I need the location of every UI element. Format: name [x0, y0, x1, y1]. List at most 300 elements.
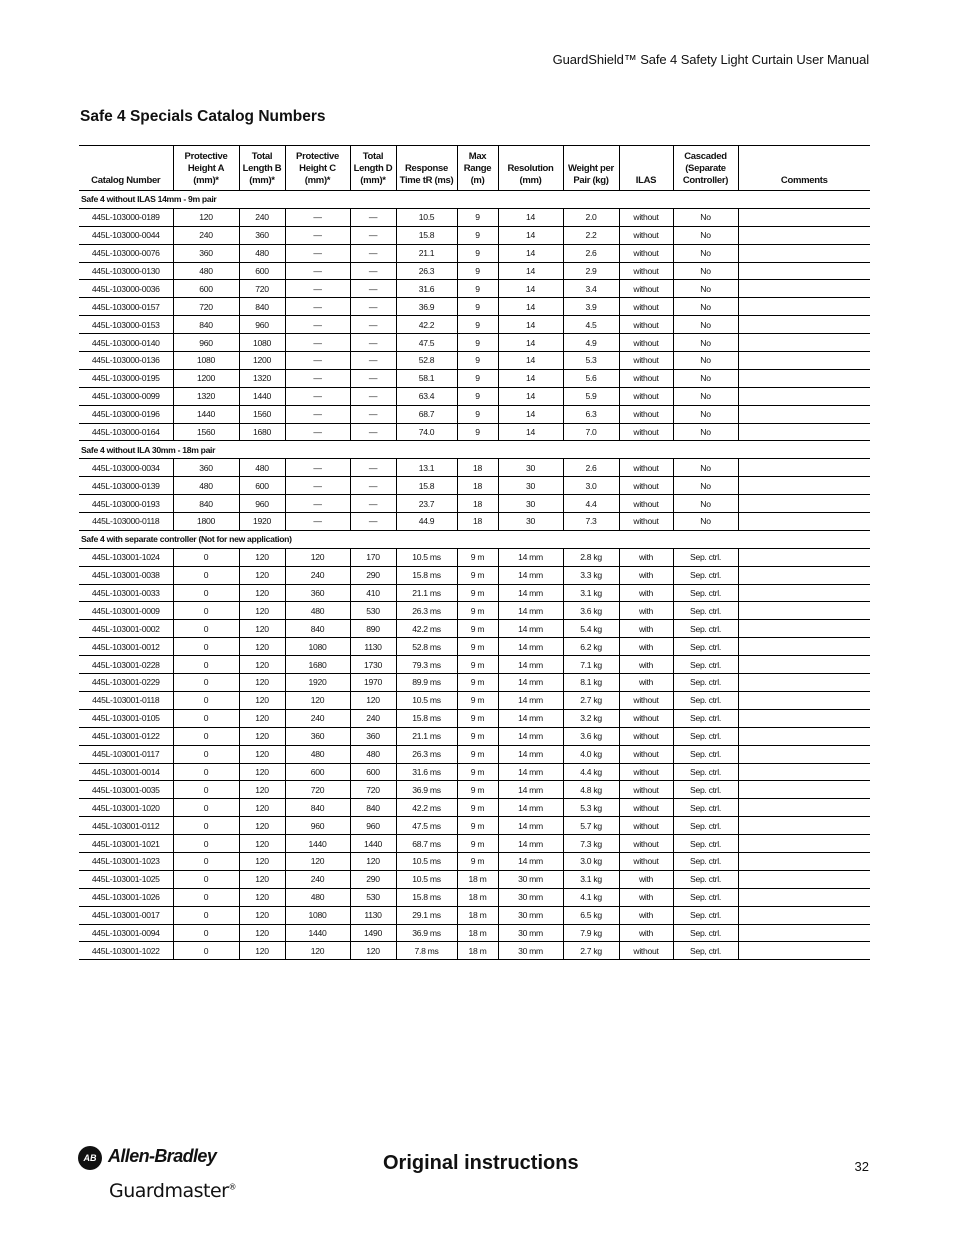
- table-cell: 290: [350, 566, 396, 584]
- table-cell: without: [619, 369, 673, 387]
- table-cell: without: [619, 799, 673, 817]
- catalog-table: [79, 145, 870, 960]
- table-cell: 44.9: [396, 513, 457, 531]
- table-cell: 120: [239, 763, 285, 781]
- table-cell: 0: [173, 691, 239, 709]
- table-cell: 0: [173, 888, 239, 906]
- table-cell: 120: [350, 691, 396, 709]
- table-cell: [738, 566, 870, 584]
- table-row: [79, 691, 870, 709]
- table-cell: 360: [173, 244, 239, 262]
- table-cell: 9: [457, 387, 498, 405]
- table-cell: 9 m: [457, 656, 498, 674]
- table-cell: 445L-103001-0118: [79, 691, 173, 709]
- table-cell: 445L-103000-0044: [79, 226, 173, 244]
- table-cell: 445L-103001-0228: [79, 656, 173, 674]
- table-cell: [738, 477, 870, 495]
- table-cell: [738, 334, 870, 352]
- table-cell: No: [673, 352, 738, 370]
- table-row: [79, 226, 870, 244]
- table-cell: 7.0: [563, 423, 619, 441]
- table-cell: 9: [457, 423, 498, 441]
- table-cell: 14 mm: [498, 835, 563, 853]
- table-cell: No: [673, 334, 738, 352]
- table-cell: 600: [350, 763, 396, 781]
- table-cell: 445L-103001-0117: [79, 745, 173, 763]
- table-cell: 445L-103001-0094: [79, 924, 173, 942]
- table-cell: 840: [350, 799, 396, 817]
- table-cell: 3.1 kg: [563, 584, 619, 602]
- table-cell: 1730: [350, 656, 396, 674]
- table-cell: 4.4 kg: [563, 763, 619, 781]
- col-cascaded: Cascaded (Separate Controller): [673, 146, 738, 191]
- table-cell: 2.9: [563, 262, 619, 280]
- table-cell: 120: [239, 727, 285, 745]
- table-cell: 445L-103001-0033: [79, 584, 173, 602]
- table-cell: No: [673, 405, 738, 423]
- table-row: [79, 244, 870, 262]
- table-cell: 960: [239, 316, 285, 334]
- table-row: [79, 423, 870, 441]
- table-cell: 2.6: [563, 244, 619, 262]
- table-cell: 9 m: [457, 763, 498, 781]
- table-cell: 0: [173, 835, 239, 853]
- table-cell: 120: [239, 674, 285, 692]
- table-cell: —: [350, 495, 396, 513]
- table-cell: 7.8 ms: [396, 942, 457, 960]
- table-cell: 480: [239, 459, 285, 477]
- table-cell: 15.8 ms: [396, 888, 457, 906]
- table-cell: 5.9: [563, 387, 619, 405]
- table-cell: No: [673, 477, 738, 495]
- table-cell: 445L-103001-0122: [79, 727, 173, 745]
- table-cell: 14: [498, 316, 563, 334]
- table-cell: 445L-103000-0034: [79, 459, 173, 477]
- table-cell: 14 mm: [498, 817, 563, 835]
- table-cell: [738, 924, 870, 942]
- table-cell: Sep. ctrl.: [673, 852, 738, 870]
- table-cell: 21.1 ms: [396, 727, 457, 745]
- table-cell: 445L-103000-0140: [79, 334, 173, 352]
- table-cell: 445L-103001-0002: [79, 620, 173, 638]
- table-cell: 14 mm: [498, 620, 563, 638]
- table-cell: 9 m: [457, 727, 498, 745]
- table-row: [79, 781, 870, 799]
- table-cell: 14: [498, 369, 563, 387]
- table-cell: —: [285, 334, 350, 352]
- table-cell: 120: [239, 906, 285, 924]
- table-cell: 0: [173, 924, 239, 942]
- table-cell: 21.1: [396, 244, 457, 262]
- table-cell: 1560: [239, 405, 285, 423]
- table-cell: 445L-103000-0099: [79, 387, 173, 405]
- table-cell: 9 m: [457, 852, 498, 870]
- table-cell: 120: [239, 638, 285, 656]
- col-protective-height-c: Protective Height C (mm)*: [285, 146, 350, 191]
- table-cell: 3.0: [563, 477, 619, 495]
- table-cell: 14: [498, 226, 563, 244]
- table-cell: —: [350, 280, 396, 298]
- table-cell: 445L-103001-0112: [79, 817, 173, 835]
- registered-mark: ®: [228, 1182, 236, 1192]
- table-cell: 0: [173, 745, 239, 763]
- table-cell: 445L-103001-0105: [79, 709, 173, 727]
- table-cell: 120: [239, 548, 285, 566]
- table-cell: No: [673, 262, 738, 280]
- table-cell: 1490: [350, 924, 396, 942]
- group-header-row: [79, 191, 870, 209]
- table-cell: 445L-103001-1026: [79, 888, 173, 906]
- table-cell: 445L-103000-0130: [79, 262, 173, 280]
- table-cell: 52.8: [396, 352, 457, 370]
- table-cell: 720: [239, 280, 285, 298]
- table-cell: 840: [285, 799, 350, 817]
- table-cell: 18 m: [457, 924, 498, 942]
- table-cell: 120: [239, 781, 285, 799]
- table-cell: 9 m: [457, 602, 498, 620]
- table-row: [79, 548, 870, 566]
- table-cell: 30: [498, 495, 563, 513]
- table-cell: No: [673, 513, 738, 531]
- table-cell: —: [350, 352, 396, 370]
- table-cell: 120: [285, 942, 350, 960]
- table-cell: 14 mm: [498, 745, 563, 763]
- table-row: [79, 208, 870, 226]
- table-cell: 0: [173, 817, 239, 835]
- table-cell: [738, 405, 870, 423]
- table-cell: 15.8: [396, 226, 457, 244]
- table-cell: 79.3 ms: [396, 656, 457, 674]
- table-cell: 480: [285, 888, 350, 906]
- table-cell: 14 mm: [498, 852, 563, 870]
- group-header-row: [79, 441, 870, 459]
- table-cell: 9: [457, 280, 498, 298]
- table-cell: 23.7: [396, 495, 457, 513]
- table-cell: [738, 888, 870, 906]
- table-cell: [738, 781, 870, 799]
- table-cell: No: [673, 226, 738, 244]
- table-cell: 2.7 kg: [563, 942, 619, 960]
- table-cell: 47.5 ms: [396, 817, 457, 835]
- table-cell: 445L-103000-0196: [79, 405, 173, 423]
- table-cell: 240: [350, 709, 396, 727]
- table-cell: 52.8 ms: [396, 638, 457, 656]
- table-cell: —: [350, 369, 396, 387]
- table-cell: 120: [285, 548, 350, 566]
- table-cell: without: [619, 691, 673, 709]
- col-max-range: Max Range (m): [457, 146, 498, 191]
- table-cell: 9: [457, 244, 498, 262]
- table-cell: [738, 763, 870, 781]
- table-cell: 290: [350, 870, 396, 888]
- table-cell: 445L-103001-0009: [79, 602, 173, 620]
- table-cell: [738, 387, 870, 405]
- table-cell: 0: [173, 870, 239, 888]
- table-cell: 9: [457, 334, 498, 352]
- table-cell: 7.9 kg: [563, 924, 619, 942]
- table-cell: 18 m: [457, 906, 498, 924]
- table-cell: 445L-103000-0136: [79, 352, 173, 370]
- table-cell: 445L-103000-0189: [79, 208, 173, 226]
- table-cell: without: [619, 316, 673, 334]
- table-cell: No: [673, 387, 738, 405]
- table-cell: 9 m: [457, 691, 498, 709]
- table-cell: with: [619, 888, 673, 906]
- table-cell: 2.2: [563, 226, 619, 244]
- table-cell: 14: [498, 262, 563, 280]
- table-cell: 7.3 kg: [563, 835, 619, 853]
- table-cell: 480: [173, 262, 239, 280]
- table-cell: 360: [239, 226, 285, 244]
- table-cell: without: [619, 852, 673, 870]
- table-cell: 445L-103001-1020: [79, 799, 173, 817]
- table-cell: 1200: [239, 352, 285, 370]
- table-cell: 120: [239, 566, 285, 584]
- table-cell: without: [619, 459, 673, 477]
- table-cell: 30: [498, 513, 563, 531]
- table-cell: 480: [173, 477, 239, 495]
- table-cell: Sep. ctrl.: [673, 745, 738, 763]
- table-cell: 890: [350, 620, 396, 638]
- table-cell: 120: [285, 691, 350, 709]
- table-cell: 74.0: [396, 423, 457, 441]
- table-cell: 0: [173, 727, 239, 745]
- table-cell: —: [350, 459, 396, 477]
- table-cell: 68.7: [396, 405, 457, 423]
- table-cell: [738, 727, 870, 745]
- table-cell: with: [619, 566, 673, 584]
- table-row: [79, 674, 870, 692]
- table-cell: without: [619, 405, 673, 423]
- table-cell: without: [619, 745, 673, 763]
- table-cell: 26.3: [396, 262, 457, 280]
- table-cell: 480: [285, 602, 350, 620]
- table-cell: 445L-103001-0038: [79, 566, 173, 584]
- table-cell: 5.3: [563, 352, 619, 370]
- table-cell: without: [619, 835, 673, 853]
- table-cell: Sep. ctrl.: [673, 691, 738, 709]
- table-cell: 14 mm: [498, 548, 563, 566]
- group-label: Safe 4 without ILAS 14mm - 9m pair: [79, 191, 870, 209]
- table-cell: 600: [239, 477, 285, 495]
- table-cell: [738, 352, 870, 370]
- table-row: [79, 924, 870, 942]
- table-cell: 0: [173, 620, 239, 638]
- table-cell: 10.5 ms: [396, 548, 457, 566]
- table-row: [79, 906, 870, 924]
- table-cell: 14 mm: [498, 584, 563, 602]
- table-cell: 1920: [239, 513, 285, 531]
- col-weight-per-pair: Weight per Pair (kg): [563, 146, 619, 191]
- table-row: [79, 566, 870, 584]
- table-cell: 1200: [173, 369, 239, 387]
- table-cell: 4.1 kg: [563, 888, 619, 906]
- table-cell: 1440: [173, 405, 239, 423]
- table-cell: 26.3 ms: [396, 602, 457, 620]
- table-cell: —: [285, 280, 350, 298]
- table-cell: [738, 745, 870, 763]
- table-cell: 36.9: [396, 298, 457, 316]
- table-cell: [738, 691, 870, 709]
- table-cell: 445L-103001-1022: [79, 942, 173, 960]
- table-cell: 840: [239, 298, 285, 316]
- table-cell: Sep. ctrl.: [673, 620, 738, 638]
- table-cell: 1440: [350, 835, 396, 853]
- table-cell: —: [285, 262, 350, 280]
- table-cell: 9: [457, 208, 498, 226]
- table-cell: —: [285, 459, 350, 477]
- table-cell: 14 mm: [498, 602, 563, 620]
- table-cell: 14 mm: [498, 674, 563, 692]
- table-cell: —: [350, 513, 396, 531]
- table-cell: Sep. ctrl.: [673, 781, 738, 799]
- table-cell: 840: [285, 620, 350, 638]
- table-cell: [738, 423, 870, 441]
- table-cell: [738, 226, 870, 244]
- table-cell: 0: [173, 548, 239, 566]
- table-cell: 9: [457, 298, 498, 316]
- table-cell: No: [673, 316, 738, 334]
- table-cell: 530: [350, 888, 396, 906]
- table-cell: 120: [239, 709, 285, 727]
- table-cell: 120: [285, 852, 350, 870]
- table-cell: 42.2 ms: [396, 620, 457, 638]
- table-cell: 480: [285, 745, 350, 763]
- table-cell: 5.6: [563, 369, 619, 387]
- table-cell: without: [619, 727, 673, 745]
- table-cell: without: [619, 262, 673, 280]
- table-cell: [738, 799, 870, 817]
- table-cell: [738, 262, 870, 280]
- table-cell: 31.6 ms: [396, 763, 457, 781]
- table-cell: 445L-103001-1021: [79, 835, 173, 853]
- table-cell: without: [619, 942, 673, 960]
- table-cell: 445L-103001-0012: [79, 638, 173, 656]
- table-cell: 30 mm: [498, 888, 563, 906]
- table-cell: 360: [350, 727, 396, 745]
- table-cell: 0: [173, 781, 239, 799]
- table-cell: —: [285, 369, 350, 387]
- group-label: Safe 4 without ILA 30mm - 18m pair: [79, 441, 870, 459]
- table-cell: 120: [239, 656, 285, 674]
- table-row: [79, 405, 870, 423]
- table-cell: 445L-103000-0153: [79, 316, 173, 334]
- table-cell: [738, 369, 870, 387]
- table-cell: 9 m: [457, 745, 498, 763]
- table-cell: with: [619, 656, 673, 674]
- table-cell: Sep. ctrl.: [673, 799, 738, 817]
- table-cell: 480: [350, 745, 396, 763]
- table-row: [79, 709, 870, 727]
- table-cell: [738, 495, 870, 513]
- table-row: [79, 745, 870, 763]
- table-cell: 3.4: [563, 280, 619, 298]
- table-row: [79, 495, 870, 513]
- table-row: [79, 727, 870, 745]
- table-cell: 3.2 kg: [563, 709, 619, 727]
- table-cell: 6.3: [563, 405, 619, 423]
- table-row: [79, 852, 870, 870]
- table-cell: 120: [239, 817, 285, 835]
- table-cell: 445L-103000-0076: [79, 244, 173, 262]
- section-title: Safe 4 Specials Catalog Numbers: [80, 108, 326, 125]
- group-header-row: [79, 530, 870, 548]
- table-cell: without: [619, 244, 673, 262]
- table-cell: 120: [173, 208, 239, 226]
- table-cell: 960: [350, 817, 396, 835]
- table-cell: [738, 674, 870, 692]
- table-cell: 445L-103001-1025: [79, 870, 173, 888]
- table-cell: 1320: [173, 387, 239, 405]
- table-cell: 0: [173, 906, 239, 924]
- table-cell: 9 m: [457, 674, 498, 692]
- table-cell: 445L-103001-0035: [79, 781, 173, 799]
- table-cell: 14 mm: [498, 799, 563, 817]
- table-cell: 9: [457, 262, 498, 280]
- table-cell: with: [619, 924, 673, 942]
- table-cell: [738, 870, 870, 888]
- table-cell: [738, 602, 870, 620]
- table-cell: 0: [173, 942, 239, 960]
- table-cell: 8.1 kg: [563, 674, 619, 692]
- table-cell: No: [673, 208, 738, 226]
- table-row: [79, 888, 870, 906]
- table-cell: 1130: [350, 906, 396, 924]
- table-cell: 1970: [350, 674, 396, 692]
- table-cell: —: [285, 208, 350, 226]
- table-cell: 9 m: [457, 548, 498, 566]
- table-cell: 30 mm: [498, 906, 563, 924]
- table-cell: 0: [173, 584, 239, 602]
- table-cell: Sep. ctrl.: [673, 638, 738, 656]
- table-row: [79, 387, 870, 405]
- table-cell: 14 mm: [498, 781, 563, 799]
- table-cell: 1080: [285, 906, 350, 924]
- table-cell: —: [285, 298, 350, 316]
- table-cell: 600: [173, 280, 239, 298]
- table-cell: —: [350, 387, 396, 405]
- table-cell: without: [619, 423, 673, 441]
- table-cell: 5.4 kg: [563, 620, 619, 638]
- table-cell: 445L-103000-0193: [79, 495, 173, 513]
- table-cell: —: [285, 513, 350, 531]
- table-cell: 445L-103000-0036: [79, 280, 173, 298]
- table-cell: Sep. ctrl.: [673, 584, 738, 602]
- table-cell: 2.8 kg: [563, 548, 619, 566]
- table-row: [79, 638, 870, 656]
- table-cell: 240: [239, 208, 285, 226]
- table-cell: 2.6: [563, 459, 619, 477]
- table-cell: 720: [173, 298, 239, 316]
- table-cell: 89.9 ms: [396, 674, 457, 692]
- table-cell: 600: [285, 763, 350, 781]
- table-cell: 14 mm: [498, 656, 563, 674]
- table-cell: Sep. ctrl.: [673, 870, 738, 888]
- table-cell: without: [619, 817, 673, 835]
- table-cell: 3.6 kg: [563, 602, 619, 620]
- table-cell: 58.1: [396, 369, 457, 387]
- table-cell: without: [619, 280, 673, 298]
- table-cell: 1080: [173, 352, 239, 370]
- table-cell: 600: [239, 262, 285, 280]
- table-cell: —: [350, 226, 396, 244]
- table-cell: —: [350, 244, 396, 262]
- table-cell: 4.5: [563, 316, 619, 334]
- table-row: [79, 835, 870, 853]
- table-cell: 14: [498, 405, 563, 423]
- table-cell: 0: [173, 638, 239, 656]
- table-cell: 31.6: [396, 280, 457, 298]
